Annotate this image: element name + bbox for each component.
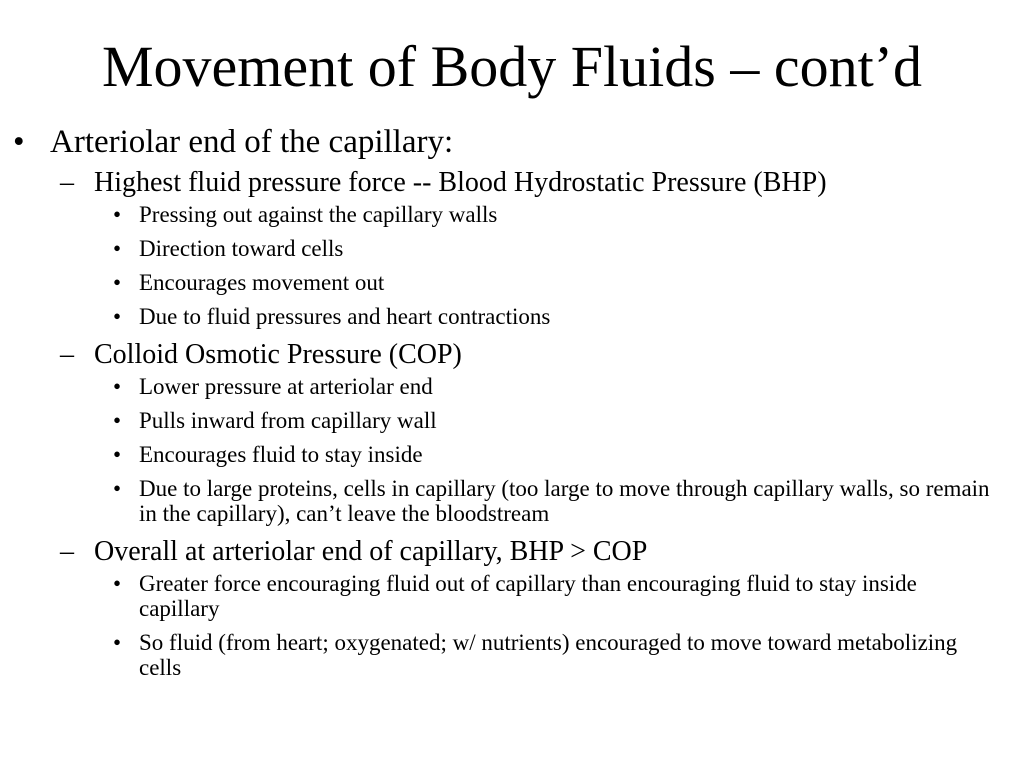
heading-text: Arteriolar end of the capillary: bbox=[50, 124, 454, 160]
bullet-marker: • bbox=[113, 571, 122, 596]
bhp-point bbox=[0, 236, 1024, 261]
bullet-marker: • bbox=[113, 236, 122, 261]
slide-title: Movement of Body Fluids – cont’d bbox=[101, 34, 922, 99]
point-text: Pulls inward from capillary wall bbox=[139, 408, 437, 433]
point-text: Greater force encouraging fluid out of capillary than encouraging fluid to stay inside capillary bbox=[139, 571, 917, 621]
section-label: Highest fluid pressure force -- Blood Hydrostatic Pressure (BHP) bbox=[94, 167, 827, 198]
section-bhp bbox=[0, 166, 1024, 200]
point-text: Due to fluid pressures and heart contractions bbox=[139, 304, 551, 329]
bullet-marker: • bbox=[113, 408, 122, 433]
bullet-marker: • bbox=[113, 630, 122, 655]
dash-marker: – bbox=[60, 167, 74, 198]
bullet-marker: • bbox=[113, 476, 122, 501]
bullet-marker: • bbox=[13, 124, 25, 160]
point-text: Due to large proteins, cells in capillary (too large to move through capillary walls, so remain in the capillary), can’t leave the bloodstream bbox=[139, 476, 990, 526]
point-text: Direction toward cells bbox=[139, 236, 344, 261]
bhp-point bbox=[0, 270, 1024, 295]
overall-point bbox=[0, 571, 1024, 621]
dash-marker: – bbox=[60, 339, 74, 370]
cop-point bbox=[0, 374, 1024, 399]
cop-point bbox=[0, 408, 1024, 433]
cop-point bbox=[0, 442, 1024, 467]
section-overall bbox=[0, 535, 1024, 569]
cop-point bbox=[0, 476, 1024, 526]
bullet-marker: • bbox=[113, 202, 122, 227]
heading-bullet bbox=[0, 122, 1024, 162]
bullet-marker: • bbox=[113, 374, 122, 399]
point-text: Lower pressure at arteriolar end bbox=[139, 374, 433, 399]
bullet-marker: • bbox=[113, 304, 122, 329]
bullet-marker: • bbox=[113, 270, 122, 295]
slide-content bbox=[0, 122, 1024, 689]
section-label: Colloid Osmotic Pressure (COP) bbox=[94, 339, 462, 370]
bullet-marker: • bbox=[113, 442, 122, 467]
bhp-point bbox=[0, 202, 1024, 227]
point-text: Encourages fluid to stay inside bbox=[139, 442, 423, 467]
section-cop bbox=[0, 338, 1024, 372]
section-label: Overall at arteriolar end of capillary, BHP > COP bbox=[94, 536, 648, 567]
overall-point bbox=[0, 630, 1024, 680]
bhp-point bbox=[0, 304, 1024, 329]
point-text: Encourages movement out bbox=[139, 270, 385, 295]
point-text: So fluid (from heart; oxygenated; w/ nutrients) encouraged to move toward metabolizing cells bbox=[139, 630, 958, 680]
dash-marker: – bbox=[60, 536, 74, 567]
point-text: Pressing out against the capillary walls bbox=[139, 202, 498, 227]
